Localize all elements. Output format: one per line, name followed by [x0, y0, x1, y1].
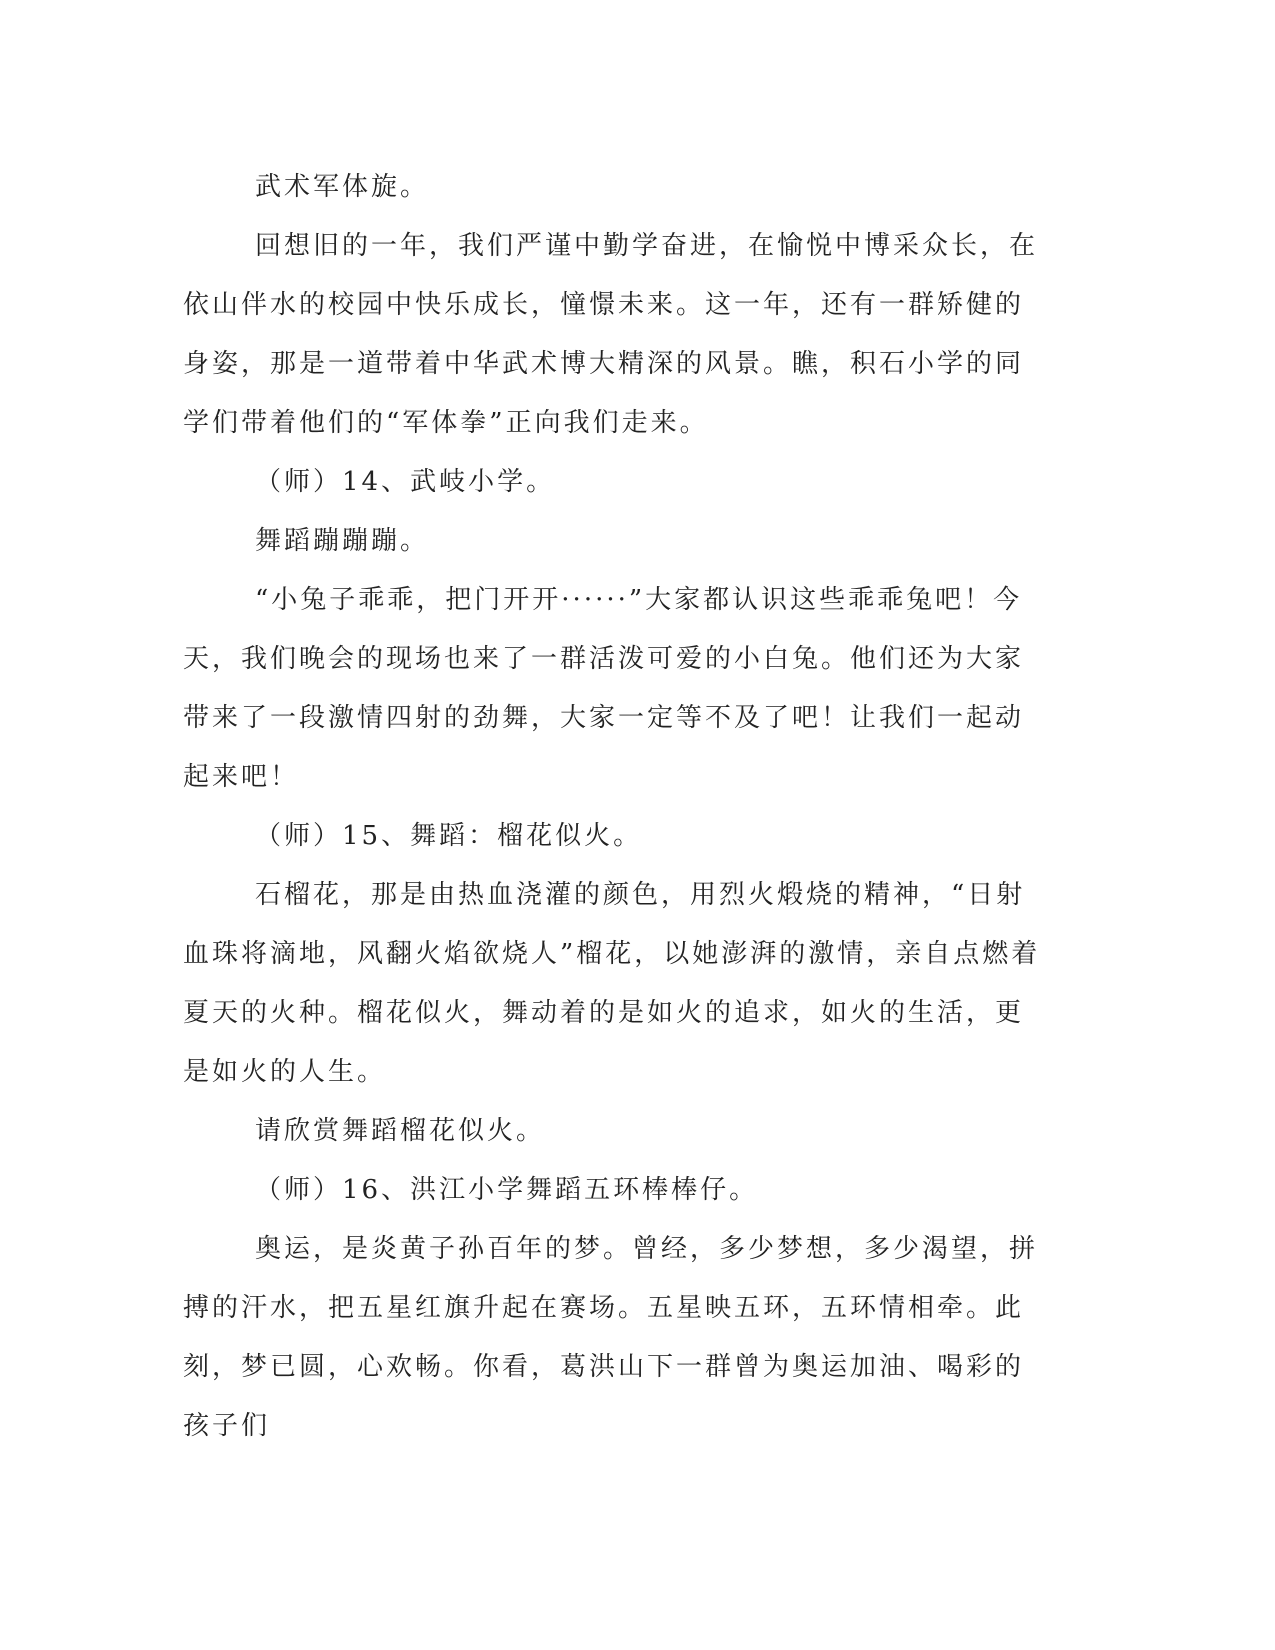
paragraph-8: 请欣赏舞蹈榴花似火。: [255, 1116, 546, 1146]
document-body: [183, 158, 1043, 1456]
paragraph-5: “小兔子乖乖，把门开开······”大家都认识这些乖乖兔吧！今天，我们晚会的现场也来了一群活泼可爱的小白兔。他们还为大家带来了一段激情四射的劲舞，大家一定等不及了吧！让我们一起动起来吧！: [183, 585, 1025, 792]
paragraph-3: （师）14、武岐小学。: [255, 467, 556, 497]
paragraph-6: （师）15、舞蹈：榴花似火。: [255, 821, 643, 851]
paragraph-4: 舞蹈蹦蹦蹦。: [255, 526, 430, 556]
paragraph-2: 回想旧的一年，我们严谨中勤学奋进，在愉悦中博采众长，在依山伴水的校园中快乐成长，憧憬未来。这一年，还有一群矫健的身姿，那是一道带着中华武术博大精深的风景。瞧，积石小学的同学们带着他们的“军体拳”正向我们走来。: [183, 231, 1039, 438]
paragraph-10: 奥运，是炎黄子孙百年的梦。曾经，多少梦想，多少渴望，拼搏的汗水，把五星红旗升起在赛场。五星映五环，五环情相牵。此刻，梦已圆，心欢畅。你看，葛洪山下一群曾为奥运加油、喝彩的孩子们: [183, 1234, 1039, 1441]
paragraph-1: 武术军体旋。: [255, 172, 430, 202]
paragraph-9: （师）16、洪江小学舞蹈五环棒棒仔。: [255, 1175, 759, 1205]
paragraph-7: 石榴花，那是由热血浇灌的颜色，用烈火煅烧的精神，“日射血珠将滴地，风翻火焰欲烧人”榴花，以她澎湃的激情，亲自点燃着夏天的火种。榴花似火，舞动着的是如火的追求，如火的生活，更是如火的人生。: [183, 880, 1041, 1087]
